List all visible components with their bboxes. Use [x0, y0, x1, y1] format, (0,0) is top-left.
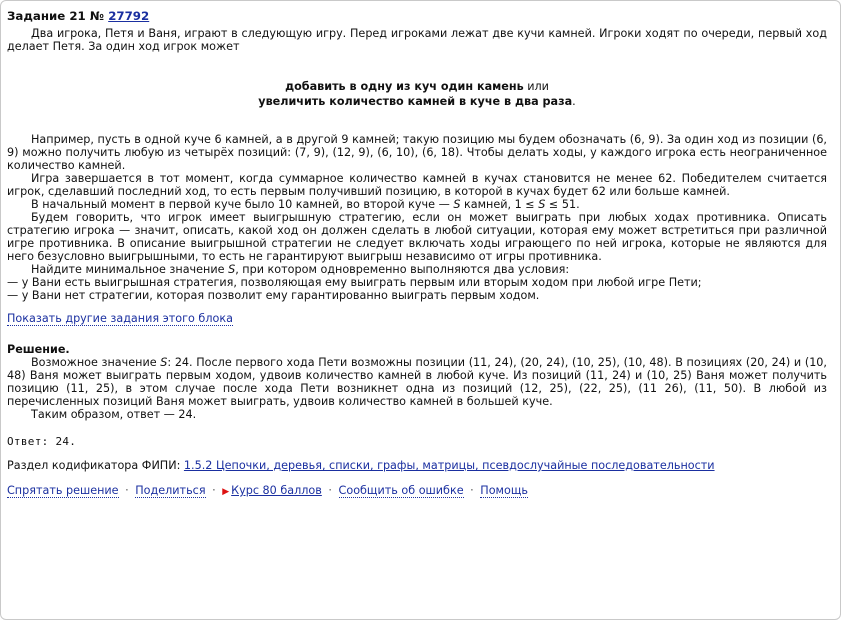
answer: Ответ: 24.: [7, 435, 77, 448]
play-arrow-icon: ▶: [222, 487, 230, 497]
paragraph-strategy: Будем говорить, что игрок имеет выигрышную стратегию, если он может выиграть при любых ходах противника. Описать стратегию игрока — значит, описать, какой ход он должен сделать в любой ситуации, которая ему может встретиться при различной игре противника. В описание выигрышной стратегии не следует включать ходы играющего по ней игрока, которые не являются для него безусловно выигрышными, то есть не гарантируют выигрыш независимо от игры противника.: [7, 211, 827, 263]
paragraph-end-condition: Игра завершается в тот момент, когда суммарное количество камней в кучах становится не менее 62. Победителем считается игрок, сделавший последний ход, то есть первым получивший позицию, в которой в кучах будет 62 или больше камней.: [7, 172, 827, 198]
separator: ·: [470, 484, 474, 497]
task-number-link[interactable]: 27792: [108, 9, 150, 23]
task-header: [7, 10, 827, 23]
condition-2: — у Вани нет стратегии, которая позволит ему гарантированно выиграть первым ходом.: [7, 289, 540, 302]
show-other-tasks: [7, 312, 827, 325]
course-link[interactable]: Курс 80 баллов: [231, 484, 322, 497]
hide-solution-link[interactable]: Спрятать решение: [7, 484, 119, 497]
separator: ·: [212, 484, 216, 497]
task-label: Задание 21 №: [7, 9, 105, 23]
codifier-label: Раздел кодификатора ФИПИ:: [7, 459, 184, 472]
solution-conclusion: Таким образом, ответ — 24.: [31, 408, 197, 421]
codifier: [7, 459, 827, 472]
paragraph-question: Найдите минимальное значение S, при котором одновременно выполняются два условия:: [31, 263, 570, 276]
report-error-link[interactable]: Сообщить об ошибке: [338, 484, 464, 497]
condition-1: — у Вани есть выигрышная стратегия, позволяющая ему выиграть первым или вторым ходом при любой игре Пети;: [7, 276, 702, 289]
help-link[interactable]: Помощь: [480, 484, 528, 497]
footer-links: [7, 484, 827, 499]
move-add-one: добавить в одну из куч один камень: [285, 80, 524, 93]
show-other-tasks-link[interactable]: Показать другие задания этого блока: [7, 312, 233, 325]
solution-text: Возможное значение S: 24. После первого хода Пети возможны позиции (11, 24), (20, 24), (10, 25), (10, 48). В позициях (20, 24) и (10, 48) Ваня может выиграть первым ходом, удвоив количество камней в любой куче. Из позиций (11, 24) и (10, 25) Ваня может получить позицию (11, 25), в этом случае после хода Пети возникнет одна из позиций (12, 25), (22, 25), (11 26), (11, 50). В любой из перечисленных позиций Ваня может выиграть, удвоив количество камней в большей куче.: [7, 356, 827, 408]
paragraph-initial: В начальный момент в первой куче было 10 камней, во второй куче — S камней, 1 ≤ S ≤ 51.: [31, 198, 580, 211]
task-content: [7, 10, 827, 499]
move-double: увеличить количество камней в куче в два раза: [258, 95, 573, 108]
share-link[interactable]: Поделиться: [135, 484, 206, 497]
moves-block: [7, 79, 827, 109]
move-dot: .: [572, 95, 576, 108]
move-or: или: [523, 80, 549, 93]
codifier-link[interactable]: 1.5.2 Цепочки, деревья, списки, графы, матрицы, псевдослучайные последовательности: [183, 459, 715, 472]
paragraph-example: Например, пусть в одной куче 6 камней, а в другой 9 камней; такую позицию мы будем обозначать (6, 9). За один ход из позиции (6, 9) можно получить любую из четырёх позиций: (7, 9), (12, 9), (6, 10), (6, 18). Чтобы делать ходы, у каждого игрока есть неограниченное количество камней.: [7, 133, 827, 172]
solution-title: Решение.: [7, 343, 70, 356]
separator: ·: [125, 484, 129, 497]
intro-text: Два игрока, Петя и Ваня, играют в следующую игру. Перед игроками лежат две кучи камней. Игроки ходят по очереди, первый ход делает Петя. За один ход игрок может: [7, 27, 827, 53]
separator: ·: [328, 484, 332, 497]
